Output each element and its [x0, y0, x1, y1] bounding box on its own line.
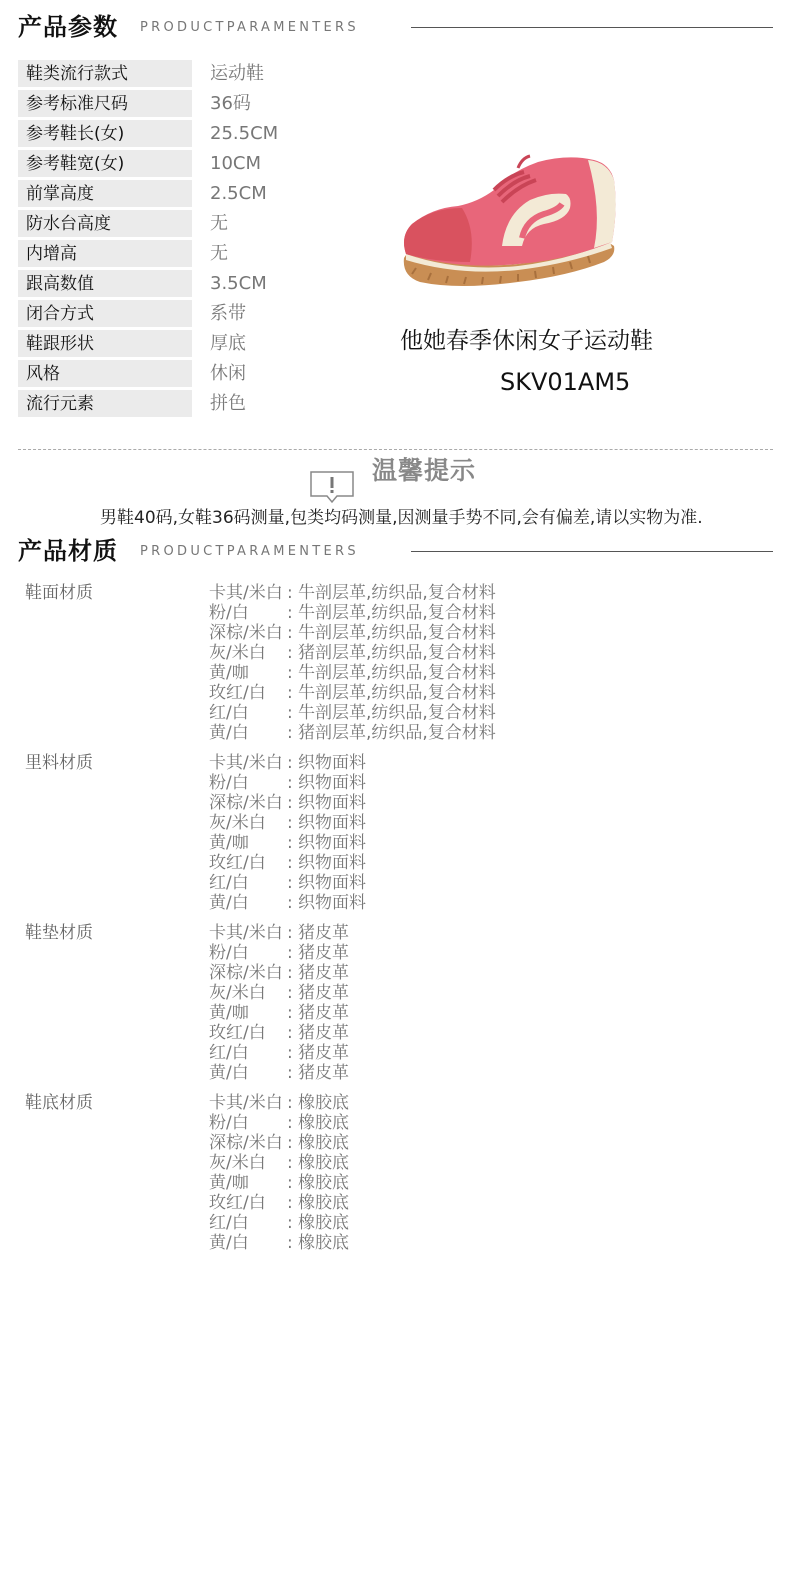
material-color: 粉/白	[209, 773, 249, 793]
material-color: 黄/咖	[209, 1003, 249, 1023]
section-divider	[411, 27, 773, 28]
material-row	[209, 1193, 349, 1213]
material-separator: :	[287, 603, 293, 623]
material-row	[209, 723, 496, 743]
material-value: 橡胶底	[298, 1153, 349, 1173]
material-color: 红/白	[209, 1043, 249, 1063]
material-value: 织物面料	[298, 753, 366, 773]
material-value: 橡胶底	[298, 1213, 349, 1233]
material-color: 玫红/白	[209, 1193, 266, 1213]
material-name: 里料材质	[25, 753, 93, 773]
tip-text: 男鞋40码,女鞋36码测量,包类均码测量,因测量手势不同,会有偏差,请以实物为准.	[100, 508, 703, 528]
section-subtitle: PRODUCTPARAMENTERS	[140, 20, 359, 35]
material-row	[209, 773, 366, 793]
material-separator: :	[287, 1063, 293, 1083]
material-separator: :	[287, 833, 293, 853]
material-color: 粉/白	[209, 943, 249, 963]
material-row	[209, 1093, 349, 1113]
material-row	[209, 1023, 349, 1043]
material-value: 牛剖层革,纺织品,复合材料	[298, 703, 496, 723]
material-value: 橡胶底	[298, 1233, 349, 1253]
material-color: 黄/咖	[209, 1173, 249, 1193]
material-color: 黄/咖	[209, 663, 249, 683]
material-separator: :	[287, 813, 293, 833]
material-color: 粉/白	[209, 603, 249, 623]
material-color: 灰/米白	[209, 643, 266, 663]
param-value: 运动鞋	[210, 63, 264, 84]
material-separator: :	[287, 983, 293, 1003]
material-row	[209, 1043, 349, 1063]
material-value: 牛剖层革,纺织品,复合材料	[298, 623, 496, 643]
material-row	[209, 1173, 349, 1193]
material-value: 猪皮革	[298, 943, 349, 963]
param-value: 拼色	[210, 393, 246, 414]
param-row	[18, 300, 398, 330]
material-list	[209, 583, 496, 743]
param-key: 参考鞋宽(女)	[18, 150, 192, 177]
param-key: 鞋跟形状	[18, 330, 192, 357]
section-subtitle: PRODUCTPARAMENTERS	[140, 544, 359, 559]
param-key: 内增高	[18, 240, 192, 267]
param-row	[18, 390, 398, 420]
material-separator: :	[287, 1173, 293, 1193]
material-color: 红/白	[209, 1213, 249, 1233]
material-row	[209, 813, 366, 833]
param-row	[18, 240, 398, 270]
material-separator: :	[287, 663, 293, 683]
param-value: 厚底	[210, 333, 246, 354]
material-separator: :	[287, 1133, 293, 1153]
material-separator: :	[287, 723, 293, 743]
material-row	[209, 683, 496, 703]
material-color: 灰/米白	[209, 1153, 266, 1173]
param-value: 休闲	[210, 363, 246, 384]
param-row	[18, 120, 398, 150]
material-separator: :	[287, 1193, 293, 1213]
material-row	[209, 1063, 349, 1083]
material-color: 深棕/米白	[209, 793, 283, 813]
material-row	[209, 1003, 349, 1023]
material-color: 深棕/米白	[209, 1133, 283, 1153]
material-value: 橡胶底	[298, 1173, 349, 1193]
material-separator: :	[287, 793, 293, 813]
param-value: 3.5CM	[210, 273, 267, 294]
section-title: 产品材质	[18, 537, 118, 565]
material-row	[209, 1153, 349, 1173]
param-value: 系带	[210, 303, 246, 324]
material-value: 猪皮革	[298, 1043, 349, 1063]
material-separator: :	[287, 1233, 293, 1253]
param-row	[18, 210, 398, 240]
material-value: 橡胶底	[298, 1193, 349, 1213]
param-value: 10CM	[210, 153, 262, 174]
material-row	[209, 753, 366, 773]
material-name: 鞋底材质	[25, 1093, 93, 1113]
material-row	[209, 923, 349, 943]
material-color: 玫红/白	[209, 853, 266, 873]
material-list	[209, 923, 349, 1083]
material-separator: :	[287, 773, 293, 793]
param-key: 前掌高度	[18, 180, 192, 207]
material-value: 织物面料	[298, 873, 366, 893]
param-row	[18, 90, 398, 120]
param-value: 36码	[210, 93, 251, 114]
material-color: 卡其/米白	[209, 923, 283, 943]
material-value: 织物面料	[298, 773, 366, 793]
material-separator: :	[287, 873, 293, 893]
param-row	[18, 330, 398, 360]
material-value: 猪皮革	[298, 963, 349, 983]
material-row	[209, 643, 496, 663]
material-value: 牛剖层革,纺织品,复合材料	[298, 603, 496, 623]
section-title: 产品参数	[18, 13, 118, 41]
material-color: 黄/白	[209, 723, 249, 743]
material-value: 织物面料	[298, 893, 366, 913]
material-list	[209, 753, 366, 913]
material-value: 橡胶底	[298, 1093, 349, 1113]
material-row	[209, 703, 496, 723]
material-row	[209, 793, 366, 813]
material-separator: :	[287, 583, 293, 603]
param-row	[18, 150, 398, 180]
material-value: 猪皮革	[298, 1023, 349, 1043]
material-row	[209, 873, 366, 893]
material-separator: :	[287, 1023, 293, 1043]
material-color: 深棕/米白	[209, 623, 283, 643]
material-separator: :	[287, 853, 293, 873]
product-shoe-image	[398, 150, 620, 292]
material-separator: :	[287, 683, 293, 703]
material-list	[209, 1093, 349, 1253]
material-separator: :	[287, 1213, 293, 1233]
material-color: 深棕/米白	[209, 963, 283, 983]
material-row	[209, 1113, 349, 1133]
param-key: 防水台高度	[18, 210, 192, 237]
param-key: 跟高数值	[18, 270, 192, 297]
material-separator: :	[287, 1113, 293, 1133]
material-separator: :	[287, 1093, 293, 1113]
material-value: 织物面料	[298, 833, 366, 853]
material-separator: :	[287, 943, 293, 963]
material-row	[209, 583, 496, 603]
material-value: 猪皮革	[298, 923, 349, 943]
material-separator: :	[287, 1003, 293, 1023]
material-separator: :	[287, 623, 293, 643]
section-divider	[411, 551, 773, 552]
material-separator: :	[287, 1153, 293, 1173]
material-color: 玫红/白	[209, 1023, 266, 1043]
param-value: 无	[210, 213, 228, 234]
section-header-params	[18, 12, 773, 42]
material-value: 猪剖层革,纺织品,复合材料	[298, 643, 496, 663]
param-key: 参考标准尺码	[18, 90, 192, 117]
param-row	[18, 60, 398, 90]
material-color: 灰/米白	[209, 983, 266, 1003]
section-header-materials	[18, 536, 773, 566]
material-value: 牛剖层革,纺织品,复合材料	[298, 663, 496, 683]
material-color: 粉/白	[209, 1113, 249, 1133]
material-color: 黄/咖	[209, 833, 249, 853]
material-separator: :	[287, 923, 293, 943]
param-value: 无	[210, 243, 228, 264]
material-value: 猪皮革	[298, 983, 349, 1003]
material-separator: :	[287, 753, 293, 773]
material-value: 猪皮革	[298, 1003, 349, 1023]
material-color: 卡其/米白	[209, 753, 283, 773]
material-row	[209, 893, 366, 913]
param-key: 流行元素	[18, 390, 192, 417]
material-row	[209, 1133, 349, 1153]
material-value: 猪皮革	[298, 1063, 349, 1083]
material-name: 鞋面材质	[25, 583, 93, 603]
material-value: 牛剖层革,纺织品,复合材料	[298, 583, 496, 603]
material-row	[209, 943, 349, 963]
material-separator: :	[287, 703, 293, 723]
product-name: 他她春季休闲女子运动鞋	[400, 328, 653, 354]
material-color: 黄/白	[209, 1063, 249, 1083]
params-table	[18, 60, 398, 420]
material-color: 红/白	[209, 873, 249, 893]
material-separator: :	[287, 963, 293, 983]
material-row	[209, 833, 366, 853]
param-key: 闭合方式	[18, 300, 192, 327]
param-row	[18, 270, 398, 300]
material-value: 猪剖层革,纺织品,复合材料	[298, 723, 496, 743]
material-color: 黄/白	[209, 893, 249, 913]
material-row	[209, 623, 496, 643]
material-value: 橡胶底	[298, 1113, 349, 1133]
param-row	[18, 360, 398, 390]
material-row	[209, 1213, 349, 1233]
material-value: 牛剖层革,纺织品,复合材料	[298, 683, 496, 703]
material-color: 卡其/米白	[209, 1093, 283, 1113]
param-key: 参考鞋长(女)	[18, 120, 192, 147]
material-separator: :	[287, 893, 293, 913]
material-color: 红/白	[209, 703, 249, 723]
param-key: 鞋类流行款式	[18, 60, 192, 87]
param-key: 风格	[18, 360, 192, 387]
material-row	[209, 983, 349, 1003]
material-value: 织物面料	[298, 793, 366, 813]
material-separator: :	[287, 643, 293, 663]
material-name: 鞋垫材质	[25, 923, 93, 943]
material-separator: :	[287, 1043, 293, 1063]
material-value: 织物面料	[298, 853, 366, 873]
material-color: 黄/白	[209, 1233, 249, 1253]
material-row	[209, 663, 496, 683]
material-row	[209, 1233, 349, 1253]
dashed-divider	[18, 449, 773, 450]
product-code: SKV01AM5	[500, 368, 631, 396]
param-value: 2.5CM	[210, 183, 267, 204]
material-row	[209, 963, 349, 983]
material-color: 卡其/米白	[209, 583, 283, 603]
tip-title: 温馨提示	[372, 456, 477, 485]
material-color: 灰/米白	[209, 813, 266, 833]
material-value: 橡胶底	[298, 1133, 349, 1153]
material-row	[209, 853, 366, 873]
material-row	[209, 603, 496, 623]
warning-bubble-icon	[309, 470, 355, 504]
param-row	[18, 180, 398, 210]
material-color: 玫红/白	[209, 683, 266, 703]
param-value: 25.5CM	[210, 123, 279, 144]
material-value: 织物面料	[298, 813, 366, 833]
